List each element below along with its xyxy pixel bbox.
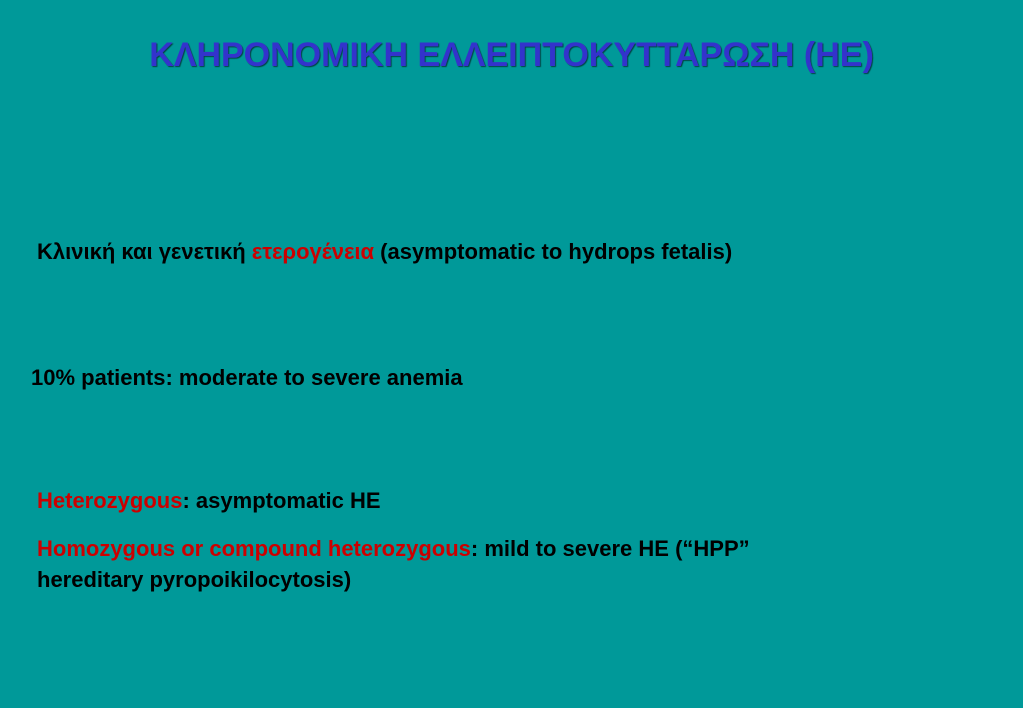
anemia-text: 10% patients: moderate to severe anemia [31,365,463,390]
bullet-anemia-percentage [31,365,463,391]
slide-title: ΚΛΗΡΟΝΟΜΙΚΗ ΕΛΛΕΙΠΤΟΚΥΤΤΑΡΩΣΗ (HE) [149,36,874,74]
bullet-homozygous-continuation [37,567,351,593]
heterozygous-highlight: Heterozygous [37,488,183,513]
heterozygous-text: : asymptomatic HE [182,488,381,513]
hpp-definition-text: hereditary pyropoikilocytosis) [37,567,352,592]
bullet-heterozygous [37,488,381,514]
heterogeneity-highlight: ετερογένεια [251,239,375,264]
bullet-homozygous [37,536,750,562]
homozygous-text: : mild to severe HE (“HPP” [470,536,750,561]
bullet-clinical-heterogeneity [37,239,732,265]
clinical-genetic-text: Κλινική και γενετική [37,239,252,264]
homozygous-highlight: Homozygous or compound heterozygous [37,536,471,561]
clinical-range-text: (asymptomatic to hydrops fetalis) [374,239,733,264]
